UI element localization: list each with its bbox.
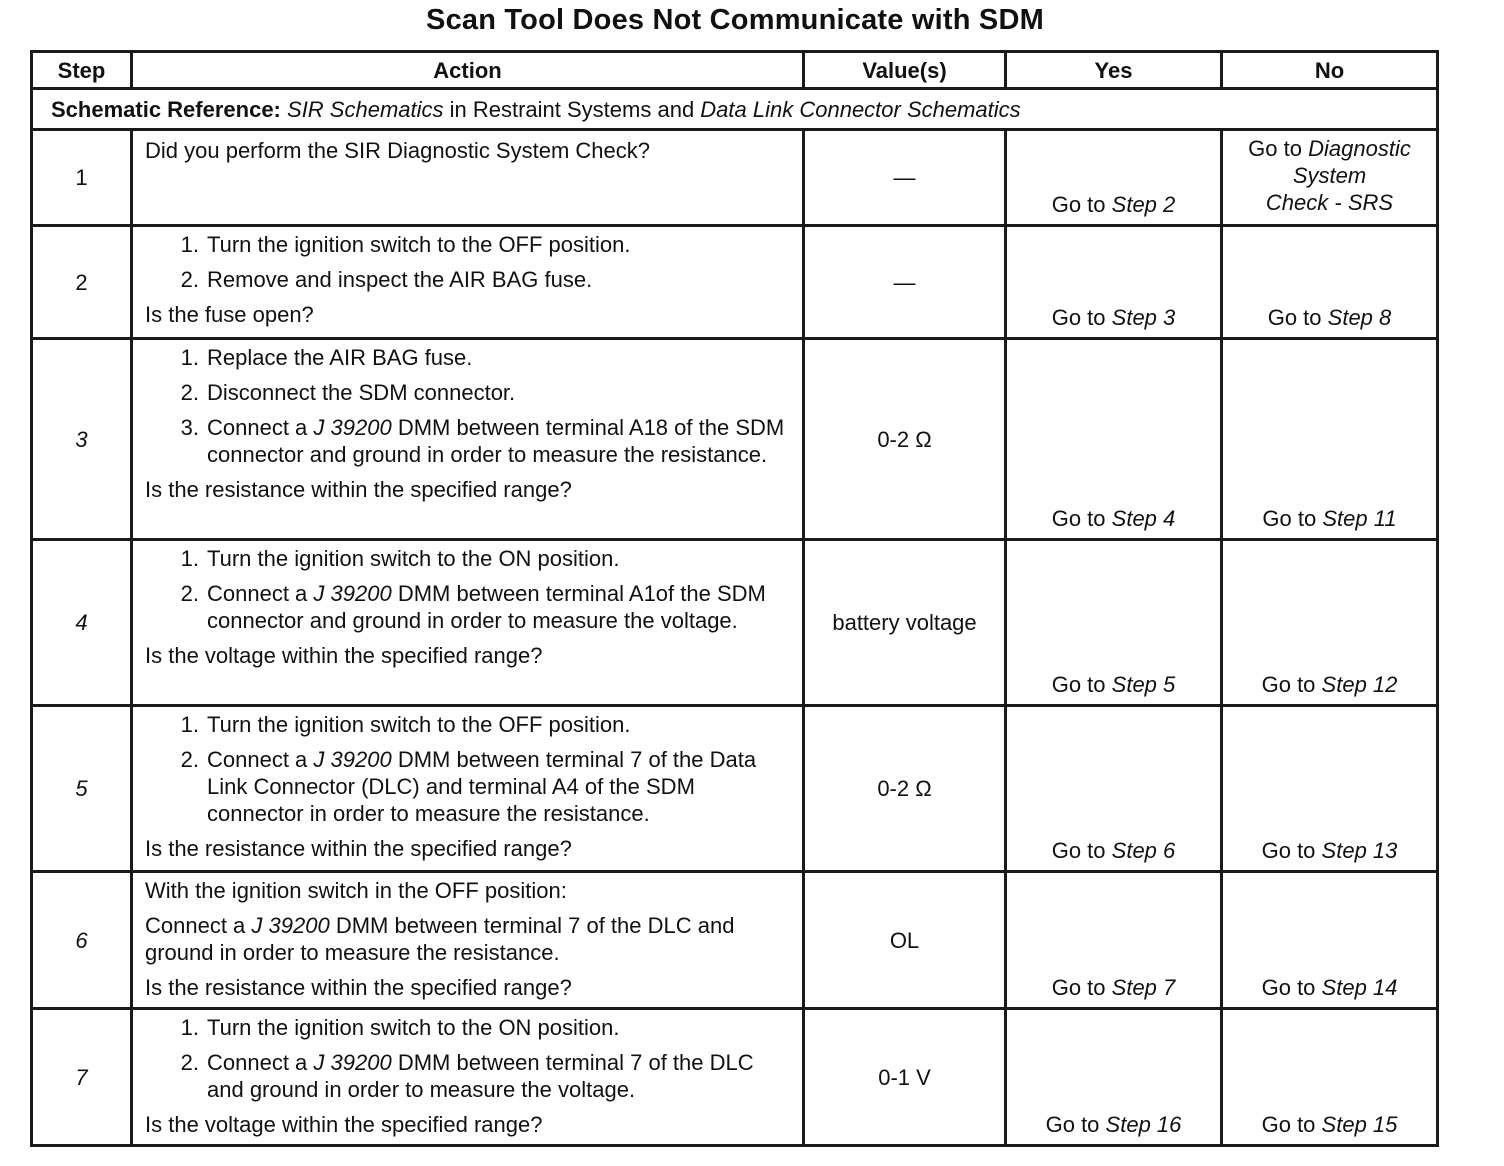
action-cell	[132, 130, 804, 226]
tool-ref: J 39200	[313, 747, 392, 772]
action-cell	[132, 226, 804, 339]
action-item	[145, 231, 794, 258]
action-item	[145, 545, 794, 572]
action-item	[145, 414, 794, 468]
page-title: Scan Tool Does Not Communicate with SDM	[426, 4, 1044, 36]
action-cell	[132, 540, 804, 706]
yes-cell	[1006, 339, 1222, 540]
item-text: Turn the ignition switch to the ON position.	[207, 1015, 620, 1040]
value-cell: OL	[804, 872, 1006, 1009]
go-to-text: Go to	[1261, 672, 1316, 697]
yes-cell	[1006, 872, 1222, 1009]
value-cell: battery voltage	[804, 540, 1006, 706]
item-text: Turn the ignition switch to the OFF position.	[207, 712, 631, 737]
header-yes: Yes	[1006, 52, 1222, 89]
yes-cell	[1006, 706, 1222, 872]
tool-ref: J 39200	[251, 913, 330, 938]
diagnostic-table	[30, 50, 1439, 1147]
go-to-text: Go to	[1261, 1112, 1316, 1137]
yes-step-ref: Step 7	[1111, 975, 1176, 1000]
action-instruction	[145, 912, 794, 966]
action-intro: With the ignition switch in the OFF position:	[145, 878, 567, 903]
go-to-text: Go to	[1051, 975, 1106, 1000]
item-text-pre: Connect a	[207, 1050, 314, 1075]
item-number: 1.	[180, 546, 199, 571]
table-row	[32, 130, 1438, 226]
no-cell	[1222, 1009, 1438, 1146]
value-cell: 0-2 Ω	[804, 339, 1006, 540]
schematic-reference	[32, 89, 1438, 130]
yes-cell	[1006, 226, 1222, 339]
schematic-ref-dlc: Data Link Connector Schematics	[700, 96, 1021, 122]
action-item	[145, 266, 794, 293]
no-cell	[1222, 226, 1438, 339]
item-number: 3.	[180, 415, 199, 440]
item-text-pre: Connect a	[207, 581, 314, 606]
no-cell	[1222, 706, 1438, 872]
instruction-pre: Connect a	[145, 913, 252, 938]
no-step-ref: Step 15	[1321, 1112, 1398, 1137]
item-number: 1.	[180, 1015, 199, 1040]
schematic-mid-text: in Restraint Systems and	[443, 96, 701, 122]
item-text: Turn the ignition switch to the ON position.	[207, 546, 620, 571]
go-to-text: Go to	[1248, 136, 1302, 161]
no-cell	[1222, 872, 1438, 1009]
no-step-ref: Step 11	[1322, 506, 1397, 531]
action-question: Is the voltage within the specified range?	[145, 1112, 543, 1137]
action-question: Is the fuse open?	[145, 302, 314, 327]
yes-step-ref: Step 6	[1111, 838, 1176, 863]
value-cell: 0-2 Ω	[804, 706, 1006, 872]
action-question: Did you perform the SIR Diagnostic System Check?	[145, 138, 650, 163]
tool-ref: J 39200	[313, 581, 392, 606]
action-item	[145, 1049, 794, 1103]
action-cell	[132, 872, 804, 1009]
no-cell	[1222, 339, 1438, 540]
table-row	[32, 706, 1438, 872]
header-no: No	[1222, 52, 1438, 89]
item-text	[207, 746, 794, 827]
header-step: Step	[32, 52, 132, 89]
yes-step-ref: Step 16	[1105, 1112, 1182, 1137]
table-row	[32, 226, 1438, 339]
header-action: Action	[132, 52, 804, 89]
no-step-ref: Step 13	[1321, 838, 1398, 863]
action-item	[145, 746, 794, 827]
action-item	[145, 1014, 794, 1041]
no-ref-system: System	[1292, 163, 1367, 188]
item-number: 1.	[180, 232, 199, 257]
item-text: Remove and inspect the AIR BAG fuse.	[207, 267, 593, 292]
no-step-ref: Step 14	[1321, 975, 1398, 1000]
no-cell	[1222, 540, 1438, 706]
step-number: 3	[32, 339, 132, 540]
header-row	[32, 52, 1438, 89]
item-number: 2.	[180, 1050, 199, 1075]
yes-step-ref: Step 4	[1111, 506, 1176, 531]
item-number: 2.	[180, 747, 199, 772]
table-row	[32, 540, 1438, 706]
go-to-text: Go to	[1262, 506, 1317, 531]
item-text-pre: Connect a	[207, 415, 314, 440]
item-text-pre: Connect a	[207, 747, 314, 772]
yes-cell	[1006, 540, 1222, 706]
action-question: Is the resistance within the specified range?	[145, 975, 572, 1000]
item-number: 2.	[180, 267, 199, 292]
table-row	[32, 872, 1438, 1009]
no-step-ref: Step 8	[1327, 305, 1392, 330]
item-text-post: DMM between terminal 7 of the Data Link Connector (DLC) and terminal A4 of the SDM connector in order to measure the resistance.	[207, 747, 757, 826]
item-text-post: DMM between terminal A18 of the SDM connector and ground in order to measure the resistance.	[207, 415, 785, 467]
schematic-ref-sir: SIR Schematics	[287, 96, 444, 122]
yes-step-ref: Step 3	[1111, 305, 1176, 330]
go-to-text: Go to	[1051, 838, 1106, 863]
value-cell: 0-1 V	[804, 1009, 1006, 1146]
step-number: 6	[32, 872, 132, 1009]
step-number: 1	[32, 130, 132, 226]
action-cell	[132, 1009, 804, 1146]
step-number: 4	[32, 540, 132, 706]
value-cell: —	[804, 226, 1006, 339]
go-to-text: Go to	[1051, 672, 1106, 697]
item-text	[207, 580, 794, 634]
action-item	[145, 580, 794, 634]
go-to-text: Go to	[1045, 1112, 1100, 1137]
value-cell: —	[804, 130, 1006, 226]
tool-ref: J 39200	[313, 1050, 392, 1075]
item-text: Replace the AIR BAG fuse.	[207, 345, 473, 370]
action-question: Is the voltage within the specified range?	[145, 643, 543, 668]
schematic-label: Schematic Reference:	[51, 96, 281, 122]
item-number: 1.	[180, 712, 199, 737]
step-number: 7	[32, 1009, 132, 1146]
action-cell	[132, 339, 804, 540]
go-to-text: Go to	[1051, 506, 1106, 531]
item-number: 2.	[180, 581, 199, 606]
go-to-text: Go to	[1051, 305, 1106, 330]
no-ref-diagnostic: Diagnostic	[1308, 136, 1411, 161]
item-text	[207, 1049, 794, 1103]
step-number: 5	[32, 706, 132, 872]
item-text	[207, 414, 794, 468]
tool-ref: J 39200	[313, 415, 392, 440]
item-text: Disconnect the SDM connector.	[207, 380, 516, 405]
item-text: Turn the ignition switch to the OFF position.	[207, 232, 631, 257]
yes-cell	[1006, 1009, 1222, 1146]
table-row	[32, 1009, 1438, 1146]
header-values: Value(s)	[804, 52, 1006, 89]
item-number: 1.	[180, 345, 199, 370]
action-question: Is the resistance within the specified range?	[145, 836, 572, 861]
go-to-text: Go to	[1267, 305, 1322, 330]
instruction-post: DMM between terminal 7 of the DLC and ground in order to measure the resistance.	[145, 913, 735, 965]
no-ref-check-srs: Check - SRS	[1265, 190, 1394, 215]
action-item	[145, 379, 794, 406]
step-number: 2	[32, 226, 132, 339]
yes-step-ref: Step 2	[1111, 192, 1176, 217]
action-item	[145, 344, 794, 371]
action-question: Is the resistance within the specified range?	[145, 477, 572, 502]
go-to-text: Go to	[1261, 838, 1316, 863]
no-cell	[1222, 130, 1438, 226]
item-text-post: DMM between terminal 7 of the DLC and ground in order to measure the voltage.	[207, 1050, 754, 1102]
item-text-post: DMM between terminal A1of the SDM connector and ground in order to measure the voltage.	[207, 581, 766, 633]
yes-step-ref: Step 5	[1111, 672, 1176, 697]
schematic-row	[32, 89, 1438, 130]
action-item	[145, 711, 794, 738]
yes-cell	[1006, 130, 1222, 226]
table-row	[32, 339, 1438, 540]
no-step-ref: Step 12	[1321, 672, 1398, 697]
go-to-text: Go to	[1051, 192, 1106, 217]
item-number: 2.	[180, 380, 199, 405]
go-to-text: Go to	[1261, 975, 1316, 1000]
action-cell	[132, 706, 804, 872]
